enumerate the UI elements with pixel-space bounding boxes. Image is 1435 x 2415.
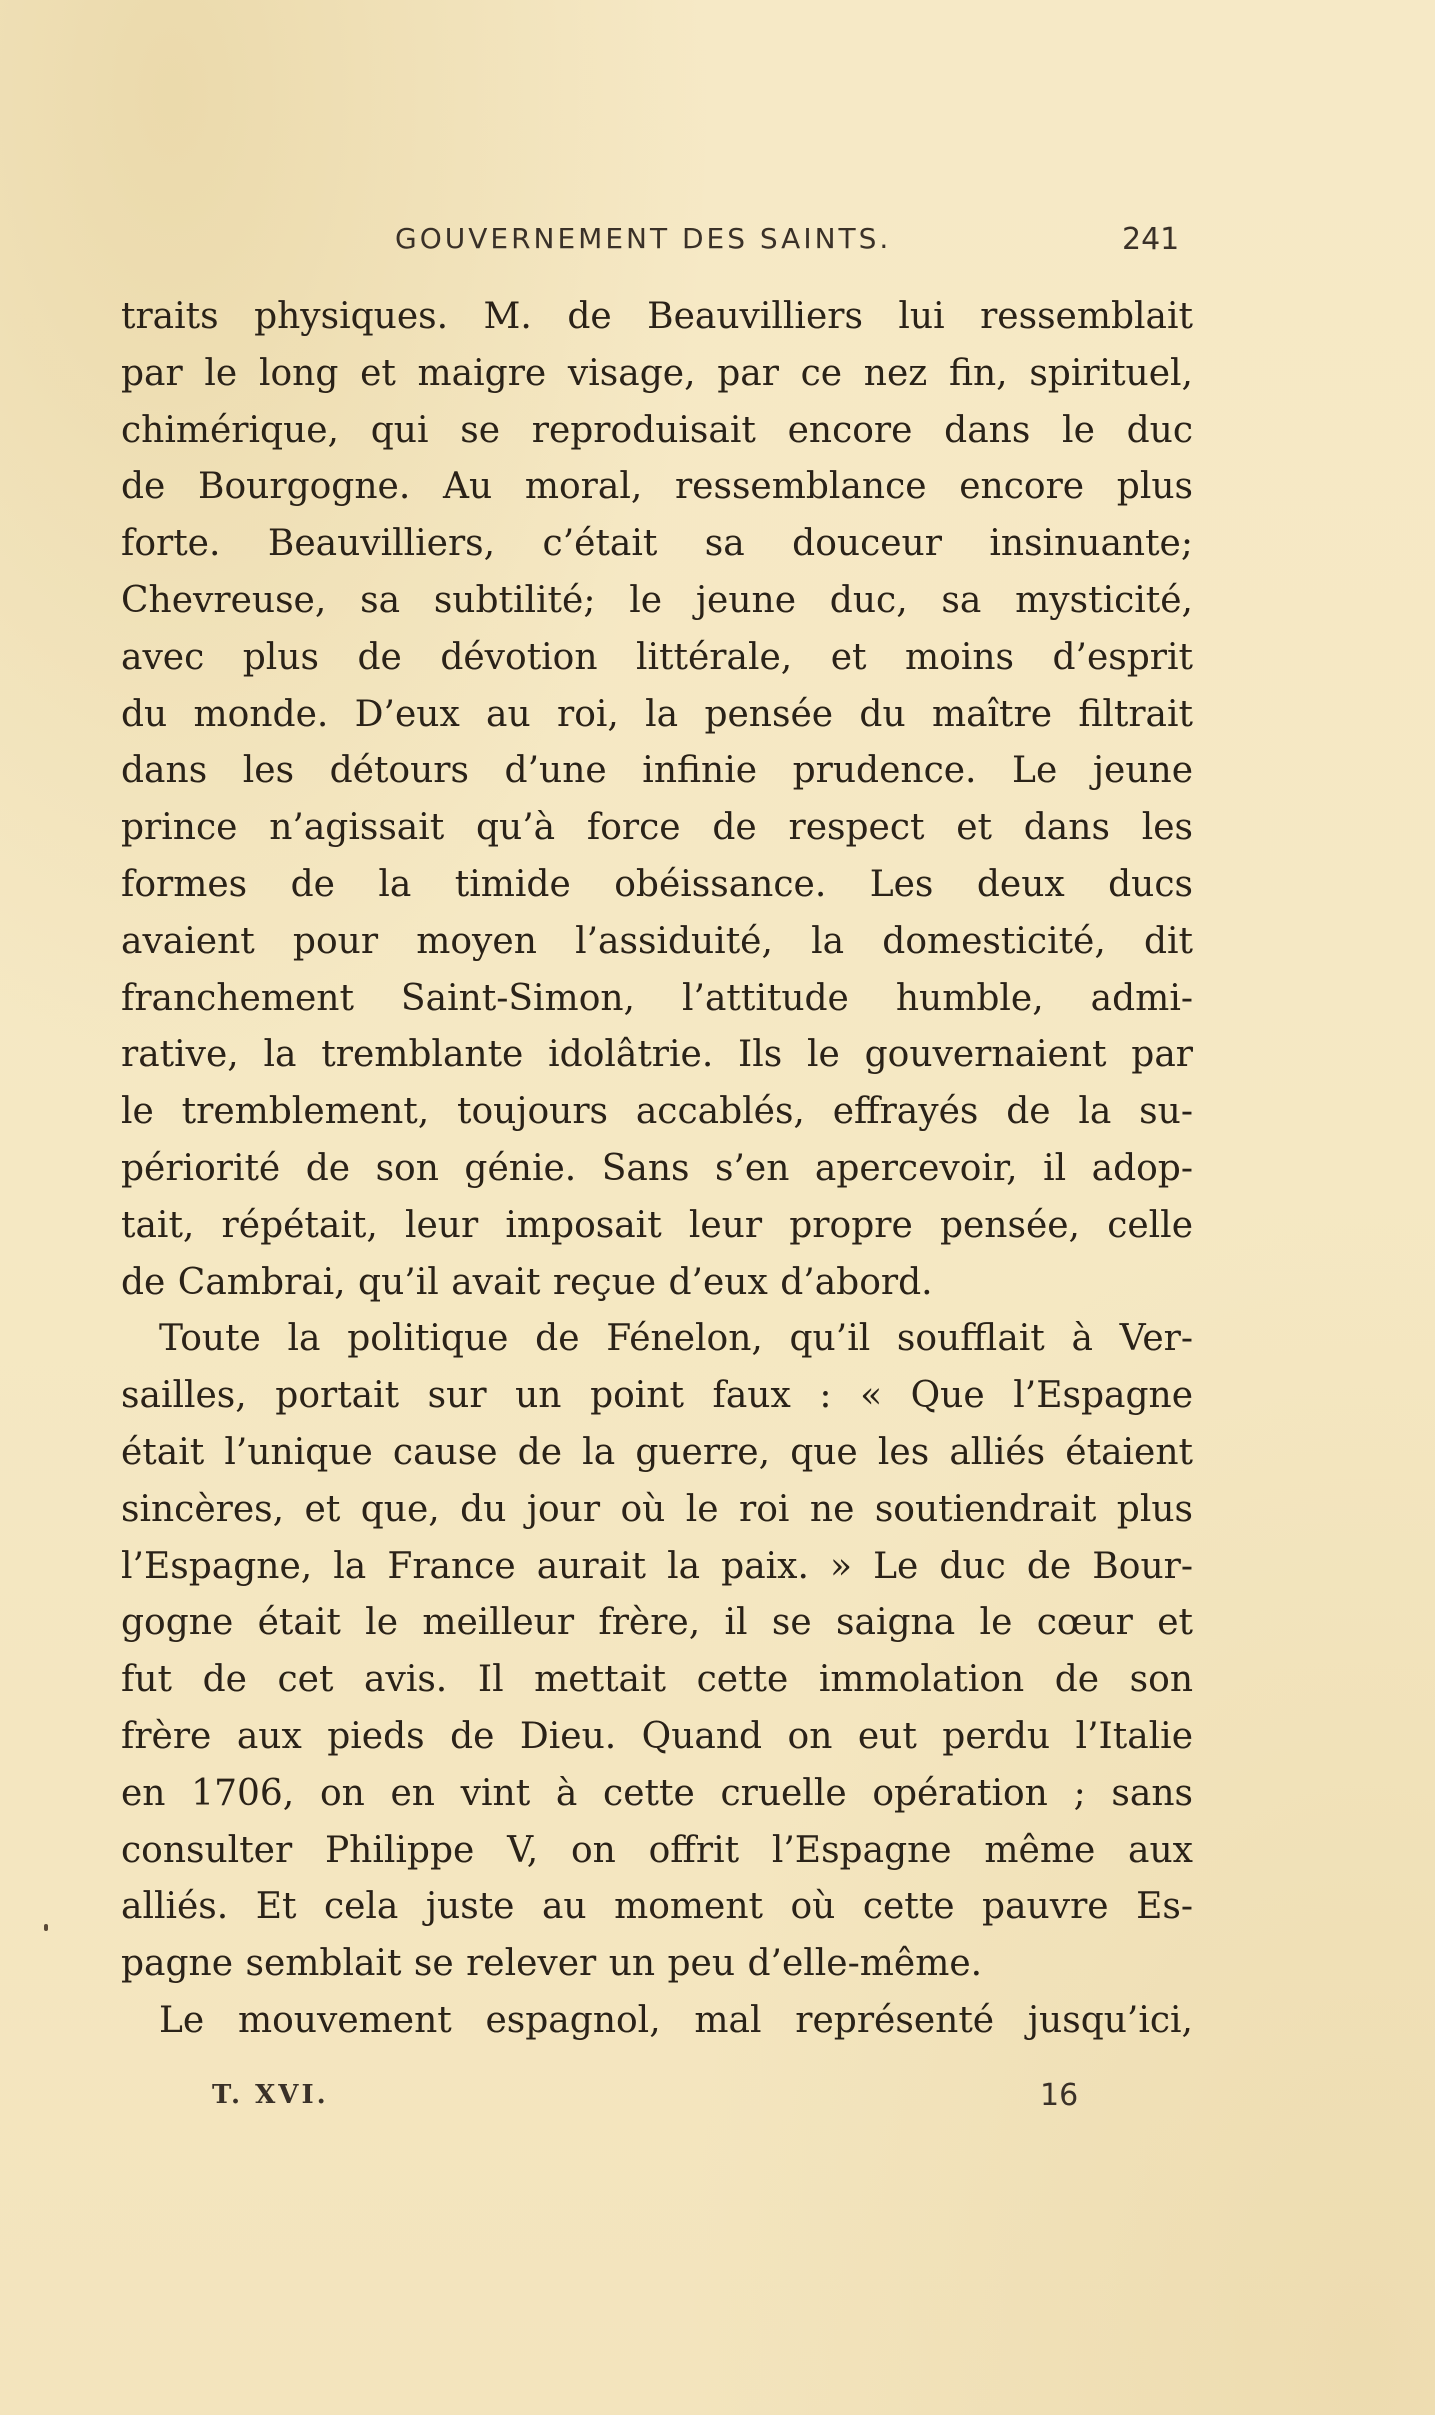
- paragraph-start-line: Toute la politique de Fénelon, qu’il soufflait à Ver-: [159, 1318, 1193, 1360]
- text-line: le tremblement, toujours accablés, effrayés de la su-: [121, 1091, 1193, 1133]
- text-line: l’Espagne, la France aurait la paix. » Le duc de Bour-: [121, 1545, 1193, 1587]
- signature-mark: T. XVI.: [212, 2080, 329, 2110]
- text-line: périorité de son génie. Sans s’en apercevoir, il adop-: [121, 1147, 1193, 1189]
- text-line: formes de la timide obéissance. Les deux ducs: [121, 863, 1193, 905]
- text-line: forte. Beauvilliers, c’était sa douceur insinuante;: [121, 523, 1193, 565]
- text-line: sailles, portait sur un point faux : « Que l’Espagne: [121, 1375, 1193, 1417]
- text-line: avec plus de dévotion littérale, et moins d’esprit: [121, 636, 1193, 678]
- text-line: Chevreuse, sa subtilité; le jeune duc, sa mysticité,: [121, 579, 1193, 621]
- running-title: GOUVERNEMENT DES SAINTS.: [395, 222, 892, 255]
- text-line: consulter Philippe V, on offrit l’Espagne même aux: [121, 1829, 1193, 1871]
- text-line: de Bourgogne. Au moral, ressemblance encore plus: [121, 466, 1193, 508]
- page-number: 241: [1122, 222, 1180, 257]
- text-line: frère aux pieds de Dieu. Quand on eut perdu l’Italie: [121, 1715, 1193, 1757]
- paragraph-start-line: Le mouvement espagnol, mal représenté jusqu’ici,: [159, 1999, 1193, 2041]
- margin-mark: [44, 1924, 48, 1931]
- text-line: tait, répétait, leur imposait leur propre pensée, celle: [121, 1204, 1193, 1246]
- text-line: alliés. Et cela juste au moment où cette pauvre Es-: [121, 1886, 1193, 1928]
- paragraph-end-line: de Cambrai, qu’il avait reçue d’eux d’abord.: [121, 1261, 933, 1303]
- text-line: avaient pour moyen l’assiduité, la domesticité, dit: [121, 920, 1193, 962]
- text-line: sincères, et que, du jour où le roi ne soutiendrait plus: [121, 1488, 1193, 1530]
- text-line: chimérique, qui se reproduisait encore dans le duc: [121, 409, 1193, 451]
- text-line: traits physiques. M. de Beauvilliers lui ressemblait: [121, 296, 1193, 337]
- sheet-number: 16: [1040, 2078, 1079, 2113]
- text-line: prince n’agissait qu’à force de respect et dans les: [121, 807, 1193, 849]
- text-line: fut de cet avis. Il mettait cette immolation de son: [121, 1659, 1193, 1701]
- text-line: rative, la tremblante idolâtrie. Ils le gouvernaient par: [121, 1034, 1193, 1076]
- paragraph-end-line: pagne semblait se relever un peu d’elle-même.: [121, 1943, 983, 1985]
- text-line: du monde. D’eux au roi, la pensée du maître filtrait: [121, 693, 1193, 735]
- text-line: en 1706, on en vint à cette cruelle opération ; sans: [121, 1772, 1193, 1814]
- text-line: par le long et maigre visage, par ce nez fin, spirituel,: [121, 352, 1193, 394]
- text-line: était l’unique cause de la guerre, que les alliés étaient: [121, 1431, 1193, 1473]
- text-line: gogne était le meilleur frère, il se saigna le cœur et: [121, 1602, 1193, 1644]
- text-line: franchement Saint-Simon, l’attitude humble, admi-: [121, 977, 1193, 1019]
- body-text: [121, 289, 1193, 2050]
- text-line: dans les détours d’une infinie prudence. Le jeune: [121, 750, 1193, 792]
